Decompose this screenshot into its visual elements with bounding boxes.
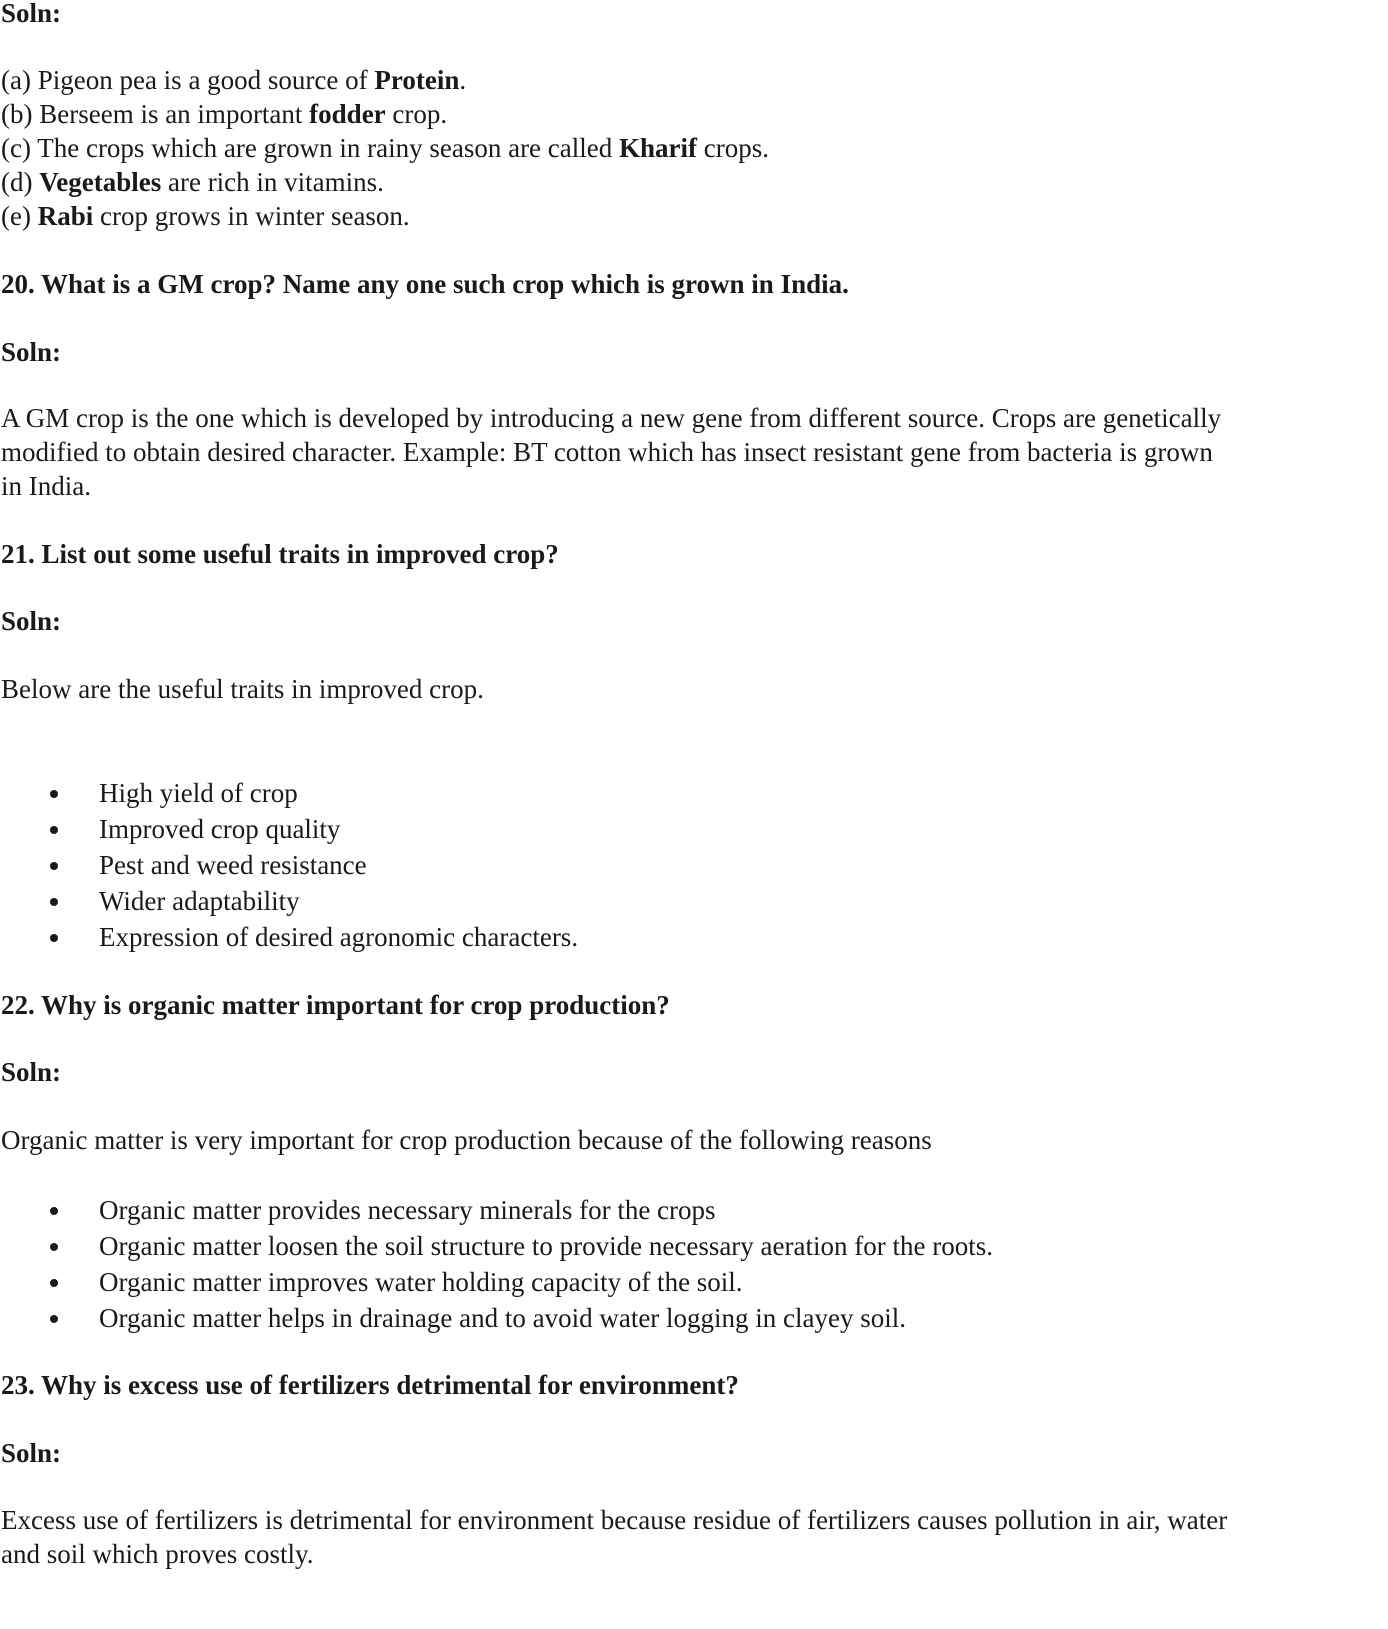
question-21: 21. List out some useful traits in improved crop? (1, 539, 559, 569)
question-23: 23. Why is excess use of fertilizers detrimental for environment? (1, 1370, 739, 1400)
answer-line-c: (c) The crops which are grown in rainy season are called Kharif crops. (1, 133, 769, 163)
bullet-icon (50, 1315, 58, 1323)
soln-label: Soln: (1, 606, 62, 636)
bullet-icon (50, 898, 58, 906)
bullet-icon (50, 1243, 58, 1251)
answer-23-line-1: Excess use of fertilizers is detrimental for environment because residue of fertilizers causes pollution in air, water (1, 1505, 1228, 1535)
soln-label: Soln: (1, 1057, 62, 1087)
soln-label: Soln: (1, 0, 62, 28)
bullet-icon (50, 862, 58, 870)
bullet-icon (50, 934, 58, 942)
answer-21-intro: Below are the useful traits in improved crop. (1, 674, 484, 704)
bullet-icon (50, 1207, 58, 1215)
question-22: 22. Why is organic matter important for crop production? (1, 990, 670, 1020)
question-20: 20. What is a GM crop? Name any one such crop which is grown in India. (1, 269, 849, 299)
soln-label: Soln: (1, 1438, 62, 1468)
bullet-icon (50, 790, 58, 798)
answer-23-line-2: and soil which proves costly. (1, 1539, 314, 1569)
answer-line-e: (e) Rabi crop grows in winter season. (1, 201, 410, 231)
bullet-icon (50, 826, 58, 834)
soln-label: Soln: (1, 337, 62, 367)
answer-line-b: (b) Berseem is an important fodder crop. (1, 99, 448, 129)
bullet-icon (50, 1279, 58, 1287)
answer-20-line-2: modified to obtain desired character. Example: BT cotton which has insect resistant gene from bacteria is grown (1, 437, 1213, 467)
answer-20-line-3: in India. (1, 471, 91, 501)
answer-22-intro: Organic matter is very important for crop production because of the following reasons (1, 1125, 932, 1155)
answer-20-line-1: A GM crop is the one which is developed by introducing a new gene from different source. Crops are genetically (1, 403, 1222, 433)
answer-line-d: (d) Vegetables are rich in vitamins. (1, 167, 384, 197)
answer-line-a: (a) Pigeon pea is a good source of Protein. (1, 65, 467, 95)
